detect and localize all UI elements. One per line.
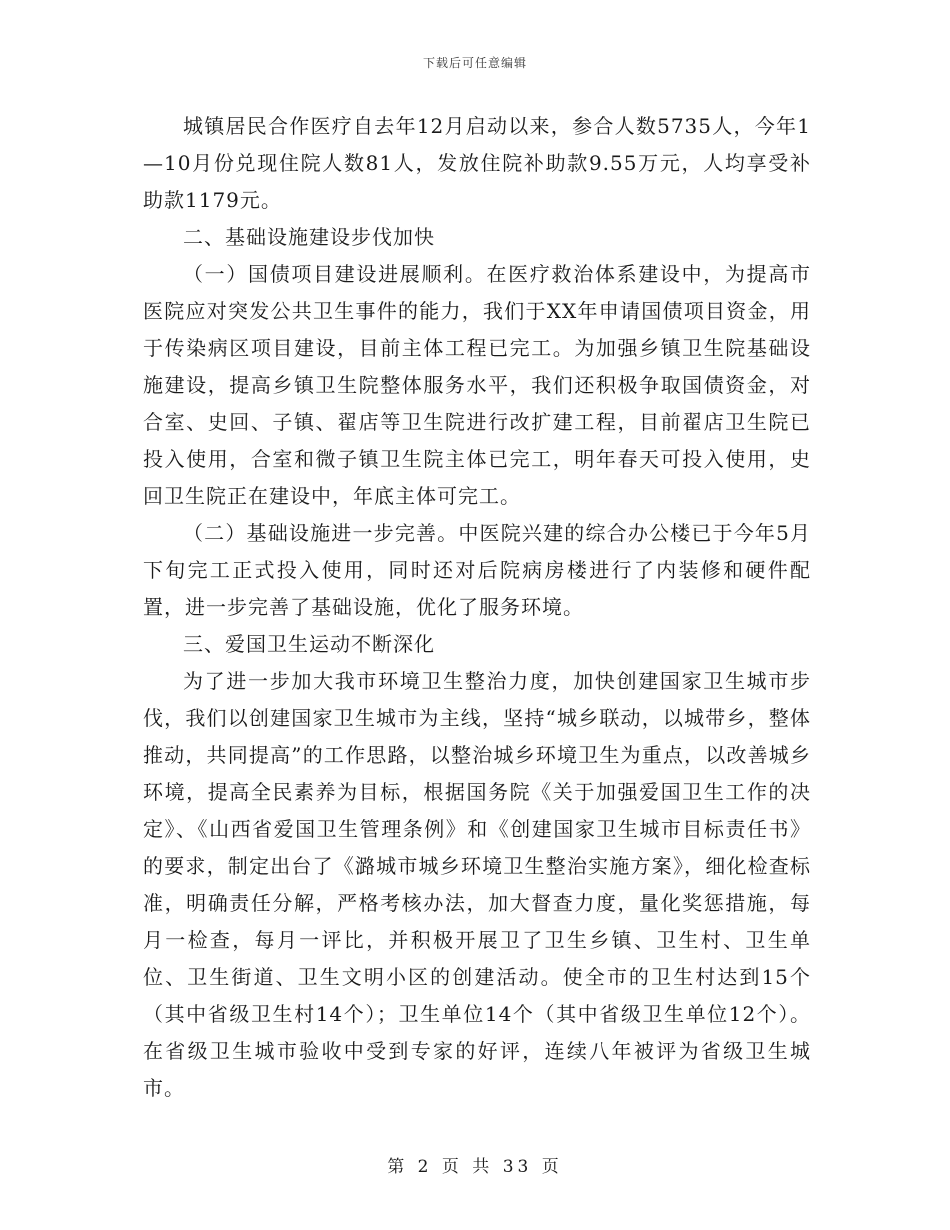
page-footer-number: 第 2 页 共 33 页 — [387, 1157, 563, 1177]
section-heading-patriotic-health: 三、爱国卫生运动不断深化 — [183, 632, 435, 656]
paragraph-medical-insurance: 城镇居民合作医疗自去年12月启动以来，参合人数5735人，今年1—10月份兑现住院人数81人，发放住院补助款9.55万元，人均享受补助款1179元。 — [143, 114, 811, 212]
paragraph-sanitation-campaign: 为了进一步加大我市环境卫生整治力度，加快创建国家卫生城市步伐，我们以创建国家卫生城市为主线，坚持“城乡联动，以城带乡，整体推动，共同提高”的工作思路，以整治城乡环境卫生为重点，以改善城乡环境，提高全民素养为目标，根据国务院《关于加强爱国卫生工作的决定》、《山西省爱国卫生管理条例》和《创建国家卫生城市目标责任书》的要求，制定出台了《潞城市城乡环境卫生整治实施方案》，细化检查标准，明确责任分解，严格考核办法，加大督查力度，量化奖惩措施，每月一检查，每月一评比，并积极开展卫了卫生乡镇、卫生村、卫生单位、卫生街道、卫生文明小区的创建活动。使全市的卫生村达到15个（其中省级卫生村14个）；卫生单位14个（其中省级卫生单位12个）。在省级卫生城市验收中受到专家的好评，连续八年被评为省级卫生城市。 — [143, 669, 811, 1100]
paragraph-national-debt-projects: （一）国债项目建设进展顺利。在医疗救治体系建设中，为提高市医院应对突发公共卫生事件的能力，我们于XX年申请国债项目资金，用于传染病区项目建设，目前主体工程已完工。为加强乡镇卫生院基础设施建设，提高乡镇卫生院整体服务水平，我们还积极争取国债资金，对合室、史回、子镇、翟店等卫生院进行改扩建工程，目前翟店卫生院已投入使用，合室和微子镇卫生院主体已完工，明年春天可投入使用，史回卫生院正在建设中，年底主体可完工。 — [143, 262, 811, 508]
section-heading-infrastructure: 二、基础设施建设步伐加快 — [183, 225, 435, 249]
paragraph-infrastructure-improvement: （二）基础设施进一步完善。中医院兴建的综合办公楼已于今年5月下旬完工正式投入使用，同时还对后院病房楼进行了内装修和硬件配置，进一步完善了基础设施，优化了服务环境。 — [143, 521, 811, 619]
page-header-note: 下载后可任意编辑 — [422, 56, 527, 70]
document-body — [143, 108, 811, 1107]
